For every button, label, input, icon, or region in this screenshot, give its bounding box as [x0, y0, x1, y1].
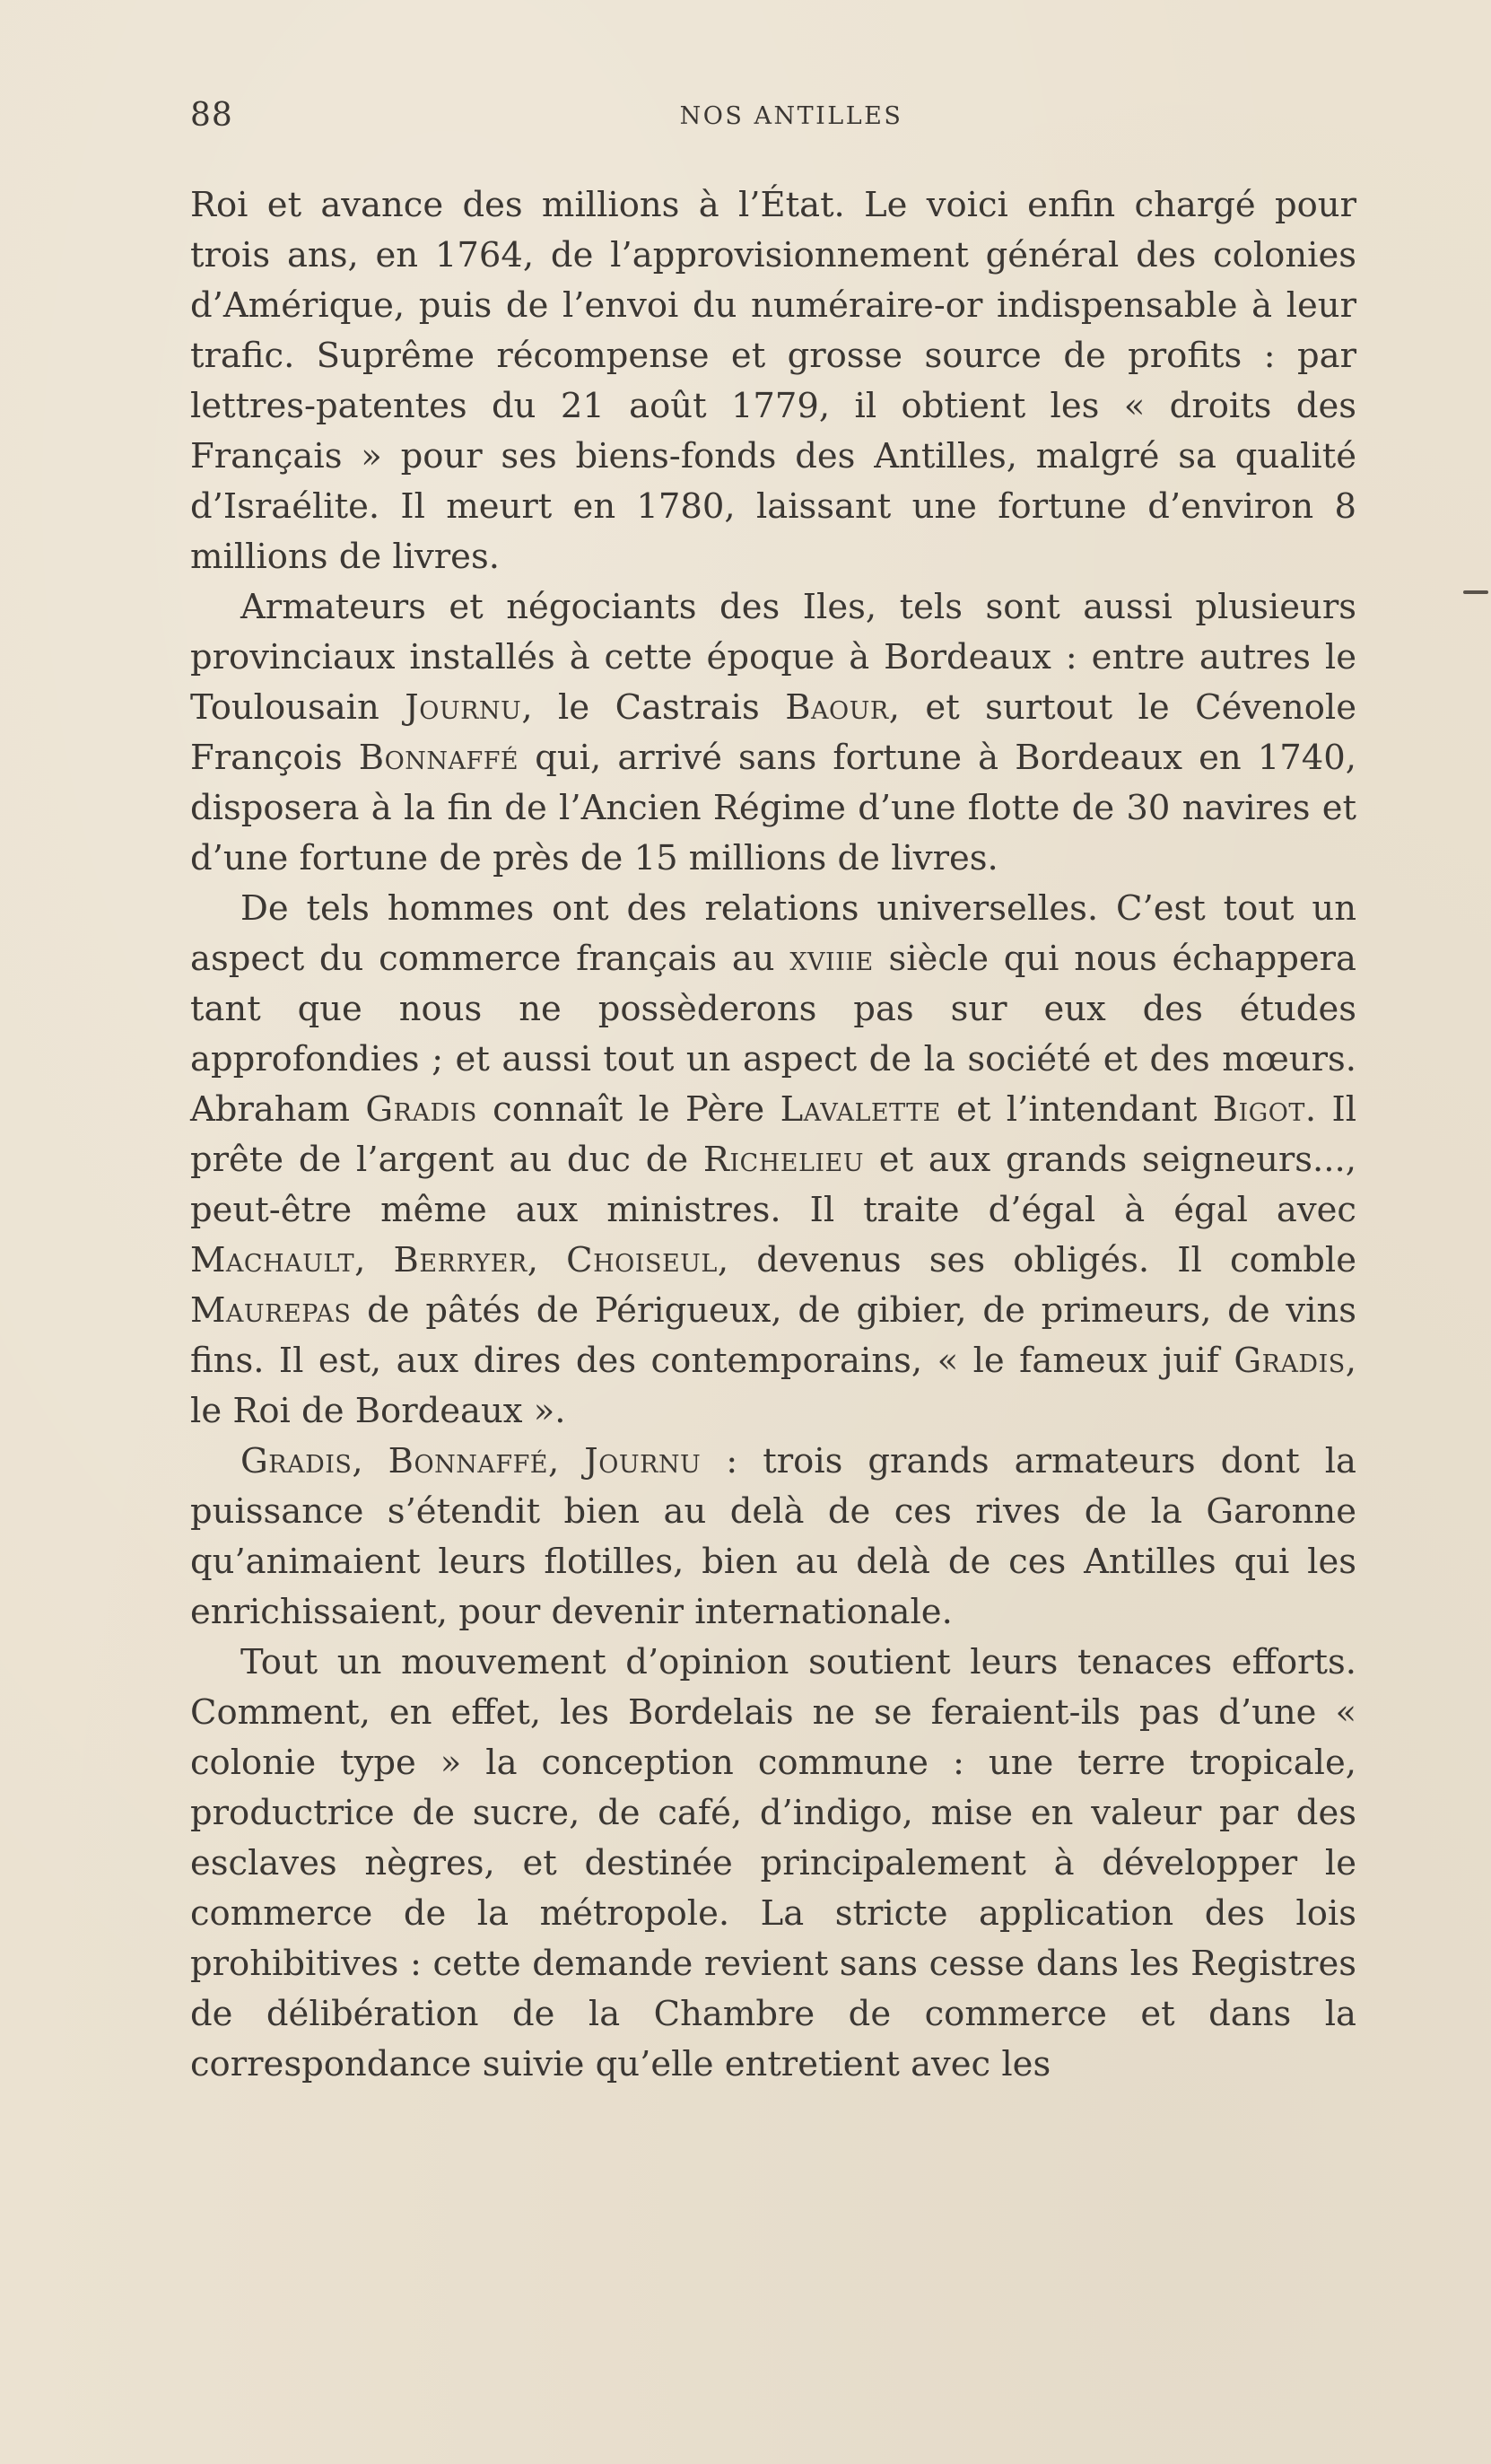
- name-machault: Machault: [190, 1240, 355, 1280]
- page-number: 88: [190, 97, 233, 134]
- name-gradis: Gradis: [1234, 1341, 1346, 1381]
- name-baour: Baour: [785, 687, 889, 728]
- name-choiseul: Choiseul: [566, 1240, 718, 1280]
- name-bonnaffe: Bonnaffé: [388, 1441, 549, 1481]
- name-gradis: Gradis: [240, 1441, 353, 1481]
- name-bonnaffe: Bonnaffé: [358, 738, 519, 778]
- name-journu: Journu: [584, 1441, 702, 1481]
- margin-mark: [1463, 590, 1488, 594]
- paragraph-2: Armateurs et négociants des Iles, tels sont aussi plusieurs provinciaux installés à cette époque à Bordeaux : entre autres le Toulousain Journu, le Castrais Baour, et surtout le Cévenole François Bonnaffé qui, arrivé sans fortune à Bordeaux en 1740, disposera à la fin de l’Ancien Régime d’une flotte de 30 navires et d’une fortune de près de 15 millions de livres.: [190, 587, 1356, 878]
- paragraph-1: Roi et avance des millions à l’État. Le voici enfin chargé pour trois ans, en 1764, de l’approvisionnement général des colonies d’Amérique, puis de l’envoi du numéraire-or indispensable à leur trafic. Suprême récompense et grosse source de profits : par lettres-patentes du 21 août 1779, il obtient les « droits des Français » pour ses biens-fonds des Antilles, malgré sa qualité d’Israélite. Il meurt en 1780, laissant une fortune d’environ 8 millions de livres.: [190, 185, 1356, 577]
- paragraph-3: De tels hommes ont des relations universelles. C’est tout un aspect du commerce français au xviiie siècle qui nous échappera tant que nous ne possèderons pas sur eux des études approfondies ; et aussi tout un aspect de la société et des mœurs. Abraham Gradis connaît le Père Lavalette et l’intendant Bigot. Il prête de l’argent au duc de Richelieu et aux grands seigneurs..., peut-être même aux ministres. Il traite d’égal à égal avec Machault, Berryer, Choiseul, devenus ses obligés. Il comble Maurepas de pâtés de Périgueux, de gibier, de primeurs, de vins fins. Il est, aux dires des contemporains, « le fameux juif Gradis, le Roi de Bordeaux ».: [190, 888, 1357, 1431]
- running-title: NOS ANTILLES: [679, 102, 903, 130]
- name-gradis: Gradis: [365, 1089, 477, 1130]
- name-bigot: Bigot: [1212, 1089, 1305, 1130]
- name-maurepas: Maurepas: [190, 1290, 352, 1331]
- paragraph-5: Tout un mouvement d’opinion soutient leurs tenaces efforts. Comment, en effet, les Bordelais ne se feraient-ils pas d’une « colonie type » la conception commune : une terre tropicale, productrice de sucre, de café, d’indigo, mise en valeur par des esclaves nègres, et destinée principalement à développer le commerce de la métropole. La stricte application des lois prohibitives : cette demande revient sans cesse dans les Registres de délibération de la Chambre de commerce et dans la correspondance suivie qu’elle entretient avec les: [190, 1642, 1356, 2084]
- century-numeral: xviiie: [789, 939, 874, 979]
- name-berryer: Berryer: [393, 1240, 528, 1280]
- name-richelieu: Richelieu: [702, 1140, 865, 1180]
- name-journu: Journu: [405, 687, 522, 728]
- paragraph-4: Gradis, Bonnaffé, Journu : trois grands armateurs dont la puissance s’étendit bien au delà de ces rives de la Garonne qu’animaient leurs flotilles, bien au delà de ces Antilles qui les enrichissaient, pour devenir internationale.: [190, 1441, 1356, 1632]
- page-header: [190, 97, 1356, 142]
- body-text: [190, 180, 1356, 2090]
- name-lavalette: Lavalette: [780, 1089, 941, 1130]
